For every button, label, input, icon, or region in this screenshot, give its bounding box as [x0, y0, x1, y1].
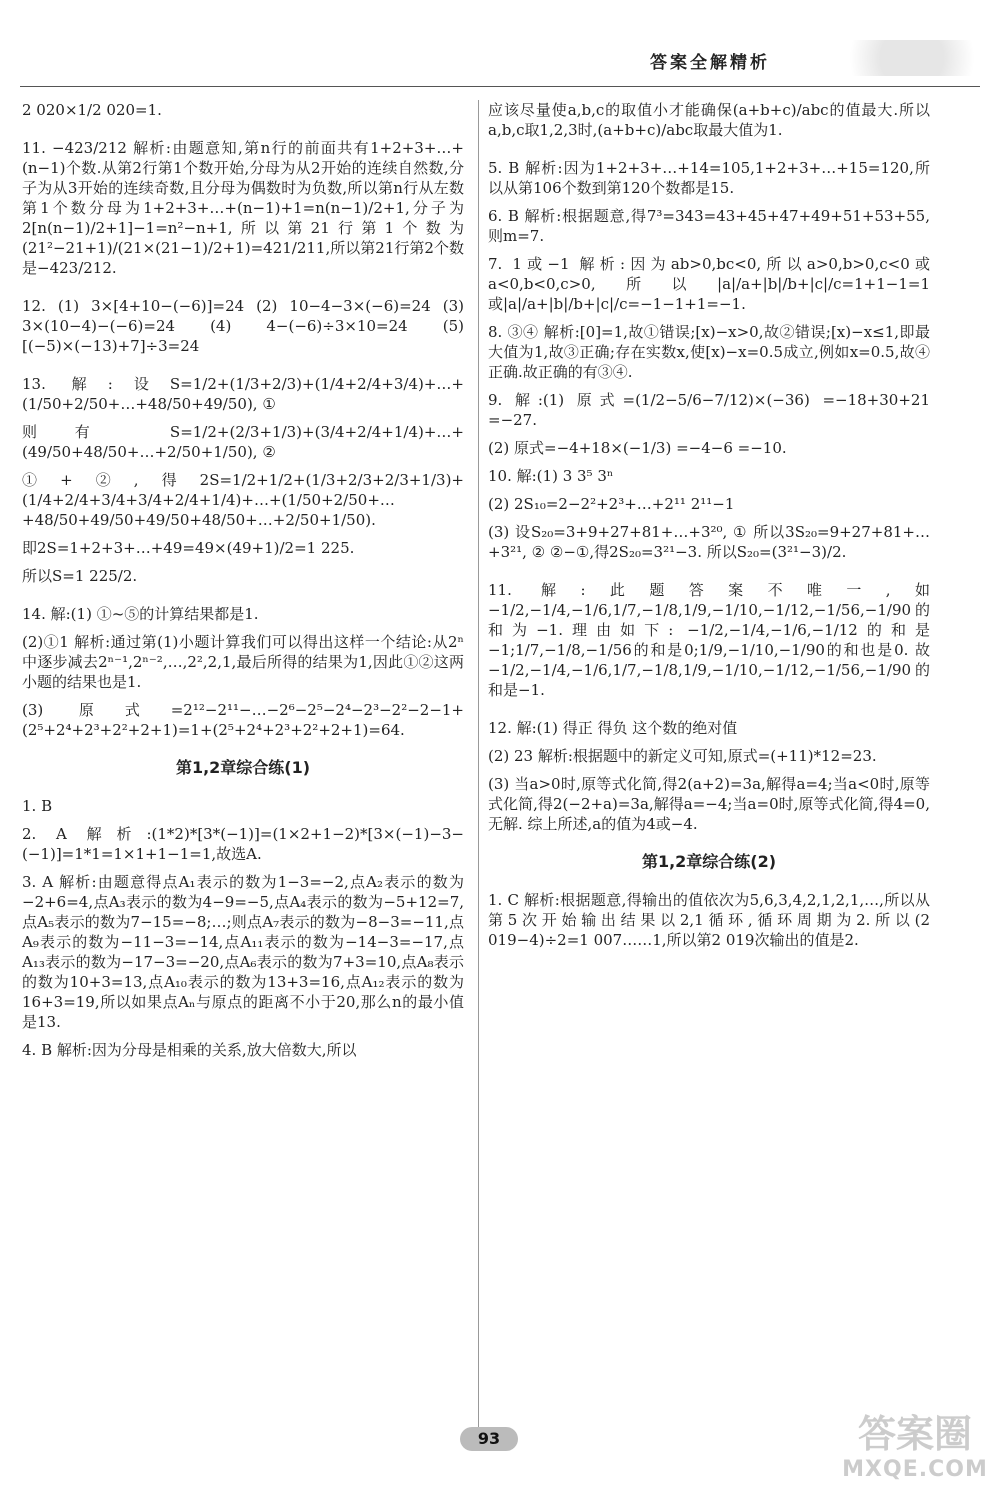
review1-answer-6: 6. B 解析:根据题意,得7³=343=43+45+47+49+51+53+55,则m=7.: [488, 207, 930, 245]
review1-answer-3: 3. A 解析:由题意得点A₁表示的数为1−3=−2,点A₂表示的数为−2+6=4,点A₃表示的数为4−9=−5,点A₄表示的数为−5+12=7,点A₅表示的数为7−15=−8;…;则点A₇表示的数为−8−3=−11,点A₉表示的数为−11−3=−14,点A₁₁表示的数为−14−3=−17,点A₁₃表示的数为−17−3=−20,点A₆表示的数为7+3=10,点A₈表示的数为10+3=13,点A₁₀表示的数为13+3=16,点A₁₂表示的数为16+3=19,所以如果点Aₙ与原点的距离不小于20,那么n的最小值是13.: [22, 873, 464, 1031]
page-header-title: 答案全解精析: [650, 53, 770, 73]
header-decoration: [810, 40, 980, 76]
left-column: [22, 100, 464, 1068]
review1-answer-4: 4. B 解析:因为分母是相乘的关系,放大倍数大,所以: [22, 1041, 357, 1059]
review1-answer-12-1: 12. 解:(1) 得正 得负 这个数的绝对值: [488, 719, 738, 737]
review1-answer-5: 5. B 解析:因为1+2+3+…+14=105,1+2+3+…+15=120,所以从第106个数到第120个数都是15.: [488, 159, 930, 197]
answer-13-eq2: 则有 S=1/2+(2/3+1/3)+(3/4+2/4+1/4)+…+(49/50+48/50+…+2/50+1/50), ②: [22, 423, 464, 461]
answer-13-sum: ①+②,得2S=1/2+1/2+(1/3+2/3+2/3+1/3)+(1/4+2/4+3/4+3/4+2/4+1/4)+…+(1/50+2/50+…+48/50+49/50+49/50+48/50+…+2/50+1/50).: [22, 471, 464, 529]
review1-answer-7: 7. 1或−1 解析:因为ab>0,bc<0,所以a>0,b>0,c<0或a<0,b<0,c>0,所以|a|/a+|b|/b+|c|/c=1+1−1=1或|a|/a+|b|/b+|c|/c=−1−1+1=−1.: [488, 255, 930, 313]
answer-carryover: 2 020×1/2 020=1.: [22, 101, 162, 119]
watermark-line2: MXQE.COM: [842, 1457, 988, 1482]
answer-14-3: (3) 原式=2¹²−2¹¹−…−2⁶−2⁵−2⁴−2³−2²−2−1+(2⁵+2⁴+2³+2²+2+1)=1+(2⁵+2⁴+2³+2²+2+1)=64.: [22, 701, 464, 739]
answer-13-final: 所以S=1 225/2.: [22, 567, 138, 585]
answer-12: 12. (1) 3×[4+10−(−6)]=24 (2) 10−4−3×(−6)=24 (3) 3×(10−4)−(−6)=24 (4) 4−(−6)÷3×10=24 (5) [(−5)×(−13)+7]÷3=24: [22, 297, 464, 355]
column-divider: [478, 100, 479, 1430]
answer-13-result: 即2S=1+2+3+…+49=49×(49+1)/2=1 225.: [22, 539, 355, 557]
watermark-line1: 答案圈: [857, 1412, 972, 1456]
review1-answer-11: 11. 解:此题答案不唯一,如−1/2,−1/4,−1/6,1/7,−1/8,1/9,−1/10,−1/12,−1/56,−1/90的和为−1.理由如下: −1/2,−1/4,−1/6,−1/12的和是−1;1/7,−1/8,−1/56的和是0;1/9,−1/10,−1/90的和也是0. 故−1/2,−1/4,−1/6,1/7,−1/8,1/9,−1/10,−1/12,−1/56,−1/90的和是−1.: [488, 581, 930, 699]
review1-answer-8: 8. ③④ 解析:[0]=1,故①错误;[x)−x>0,故②错误;[x)−x≤1,即最大值为1,故③正确;存在实数x,使[x)−x=0.5成立,例如x=0.5,故④正确.故正确的有③④.: [488, 323, 930, 381]
right-column: [488, 100, 930, 968]
review1-answer-10-3: (3) 设S₂₀=3+9+27+81+…+3²⁰, ① 所以3S₂₀=9+27+81+…+3²¹, ② ②−①,得2S₂₀=3²¹−3. 所以S₂₀=(3²¹−3)/2.: [488, 523, 930, 561]
header-rule: [20, 86, 980, 87]
review1-answer-9-1: 9. 解:(1) 原式=(1/2−5/6−7/12)×(−36) =−18+30+21 =−27.: [488, 391, 930, 429]
page-number: 93: [460, 1427, 518, 1451]
review2-answer-1: 1. C 解析:根据题意,得输出的值依次为5,6,3,4,2,1,2,1,…,所以从第5次开始输出结果以2,1循环,循环周期为2.所以(2 019−4)÷2=1 007……1,所以第2 019次输出的值是2.: [488, 891, 930, 949]
review1-answer-4-cont: 应该尽量使a,b,c的取值小才能确保(a+b+c)/abc的值最大.所以a,b,c取1,2,3时,(a+b+c)/abc取最大值为1.: [488, 101, 930, 139]
answer-13-eq1: 13. 解:设S=1/2+(1/3+2/3)+(1/4+2/4+3/4)+…+(1/50+2/50+…+48/50+49/50), ①: [22, 375, 464, 413]
answer-14-2: (2)①1 解析:通过第(1)小题计算我们可以得出这样一个结论:从2ⁿ中逐步减去2ⁿ⁻¹,2ⁿ⁻²,…,2²,2,1,最后所得的结果为1,因此①②这两小题的结果也是1.: [22, 633, 464, 691]
watermark-logo: [840, 1412, 990, 1502]
review1-answer-12-3: (3) 当a>0时,原等式化简,得2(a+2)=3a,解得a=4;当a<0时,原等式化简,得2(−2+a)=3a,解得a=−4;当a=0时,原等式化简,得4=0,无解. 综上所述,a的值为4或−4.: [488, 775, 930, 833]
section-title-review-2: 第1,2章综合练(2): [641, 852, 777, 871]
answer-14-1: 14. 解:(1) ①~⑤的计算结果都是1.: [22, 605, 259, 623]
section-title-review-1: 第1,2章综合练(1): [175, 758, 311, 777]
answer-11: 11. −423/212 解析:由题意知,第n行的前面共有1+2+3+…+(n−1)个数.从第2行第1个数开始,分母为从2开始的连续自然数,分子为从3开始的连续奇数,且分母为偶数时为负数,所以第n行从左数第1个数分母为1+2+3+…+(n−1)+1=n(n−1)/2+1,分子为2[n(n−1)/2+1]−1=n²−n+1,所以第21行第1个数为(21²−21+1)/(21×(21−1)/2+1)=421/211,所以第21行第2个数是−423/212.: [22, 139, 464, 277]
review1-answer-2: 2. A 解析:(1*2)*[3*(−1)]=(1×2+1−2)*[3×(−1)−3−(−1)]=1*1=1×1+1−1=1,故选A.: [22, 825, 464, 863]
review1-answer-10-1: 10. 解:(1) 3 3⁵ 3ⁿ: [488, 467, 614, 485]
review1-answer-1: 1. B: [22, 797, 53, 815]
review1-answer-9-2: (2) 原式=−4+18×(−1/3) =−4−6 =−10.: [488, 439, 787, 457]
review1-answer-12-2: (2) 23 解析:根据题中的新定义可知,原式=(+11)*12=23.: [488, 747, 877, 765]
review1-answer-10-2: (2) 2S₁₀=2−2²+2³+…+2¹¹ 2¹¹−1: [488, 495, 735, 513]
